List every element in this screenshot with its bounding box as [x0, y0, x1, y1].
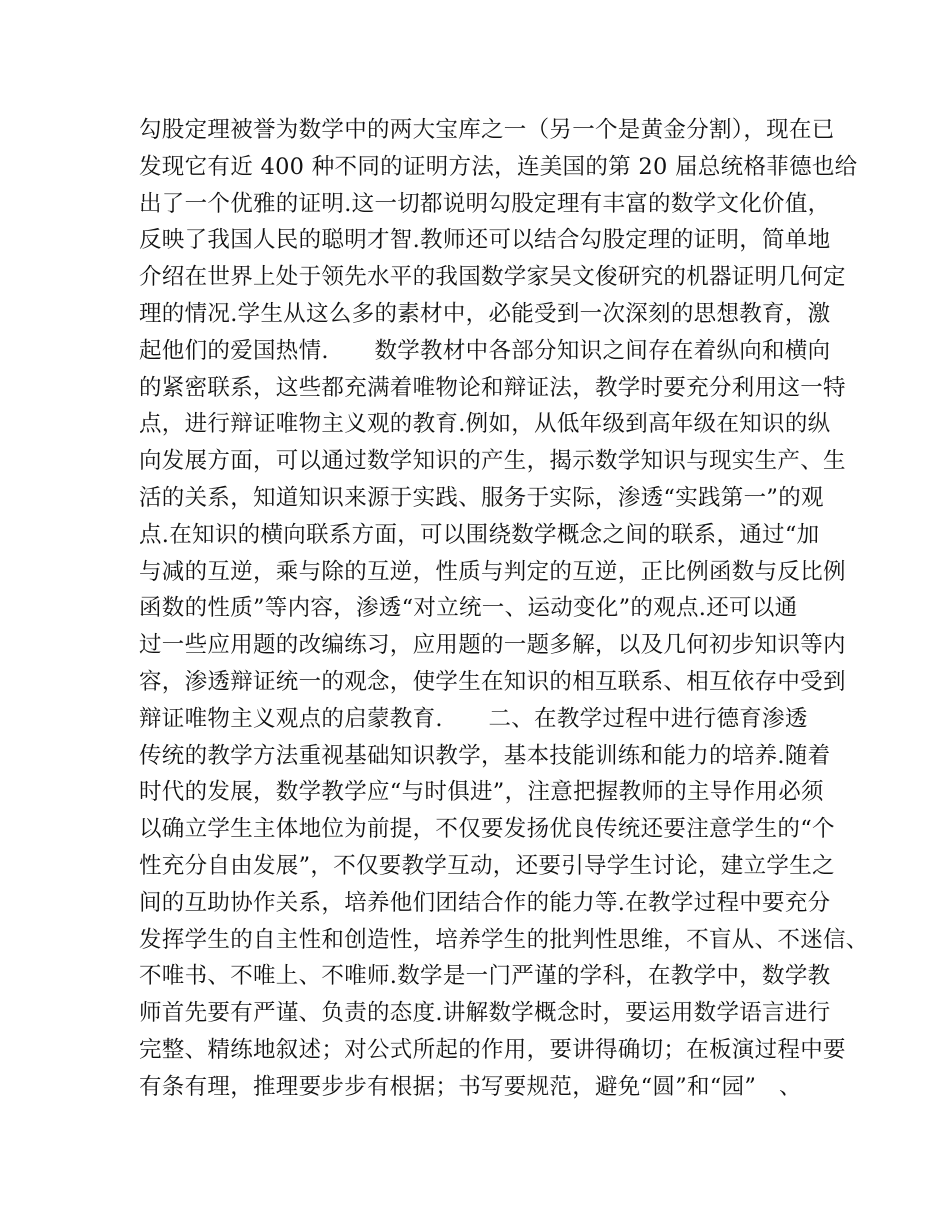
- text-line: 函数的性质”等内容，渗透“对立统一、运动变化”的观点.还可以通: [139, 595, 798, 622]
- text-line: 间的互助协作关系，培养他们团结合作的能力等.在教学过程中要充分: [139, 889, 831, 916]
- text-line: 不唯书、不唯上、不唯师.数学是一门严谨的学科，在教学中，数学教: [139, 963, 831, 990]
- text-line: 与减的互逆，乘与除的互逆，性质与判定的互逆，正比例函数与反比例: [139, 558, 846, 585]
- text-line: 发挥学生的自主性和创造性，培养学生的批判性思维，不盲从、不迷信、: [139, 926, 869, 953]
- text-line: 理的情况.学生从这么多的素材中，必能受到一次深刻的思想教育，激: [139, 300, 831, 327]
- text-line: 过一些应用题的改编练习，应用题的一题多解，以及几何初步知识等内: [139, 632, 846, 659]
- text-line: 点.在知识的横向联系方面，可以围绕数学概念之间的联系，通过“加: [139, 521, 820, 548]
- text-line: 向发展方面，可以通过数学知识的产生，揭示数学知识与现实生产、生: [139, 448, 846, 475]
- text-line: 传统的教学方法重视基础知识教学，基本技能训练和能力的培养.随着: [139, 742, 831, 769]
- text-line: 起他们的爱国热情. 数学教材中各部分知识之间存在着纵向和横向: [139, 337, 831, 364]
- text-line: 辩证唯物主义观点的启蒙教育. 二、在教学过程中进行德育渗透: [139, 705, 808, 732]
- text-line: 勾股定理被誉为数学中的两大宝库之一（另一个是黄金分割），现在已: [139, 117, 835, 143]
- text-line: 出了一个优雅的证明.这一切都说明勾股定理有丰富的数学文化价值，: [139, 190, 831, 217]
- text-line: 时代的发展，数学教学应“与时俱进”，注意把握教师的主导作用必须: [139, 779, 824, 806]
- text-line: 有条有理，推理要步步有根据；书写要规范，避免“圆”和“园” 、: [139, 1073, 802, 1100]
- text-line: 的紧密联系，这些都充满着唯物论和辩证法，教学时要充分利用这一特: [139, 374, 846, 401]
- text-line: 活的关系，知道知识来源于实践、服务于实际，渗透“实践第一”的观: [139, 484, 824, 511]
- text-line: 发现它有近 400 种不同的证明方法，连美国的第 20 届总统格菲德也给: [139, 153, 858, 180]
- body-text: [139, 112, 869, 1106]
- text-line: 容，渗透辩证统一的观念，使学生在知识的相互联系、相互依存中受到: [139, 668, 846, 695]
- text-line: 反映了我国人民的聪明才智.教师还可以结合勾股定理的证明，简单地: [139, 227, 831, 254]
- text-line: 以确立学生主体地位为前提，不仅要发扬优良传统还要注意学生的“个: [139, 816, 835, 843]
- text-line: 点，进行辩证唯物主义观的教育.例如，从低年级到高年级在知识的纵: [139, 411, 831, 438]
- text-line: 师首先要有严谨、负责的态度.讲解数学概念时，要运用数学语言进行: [139, 1000, 831, 1027]
- text-line: 介绍在世界上处于领先水平的我国数学家吴文俊研究的机器证明几何定: [139, 264, 846, 291]
- text-line: 性充分自由发展”，不仅要教学互动，还要引导学生讨论，建立学生之: [139, 852, 835, 879]
- text-line: 完整、精练地叙述；对公式所起的作用，要讲得确切；在板演过程中要: [139, 1036, 846, 1063]
